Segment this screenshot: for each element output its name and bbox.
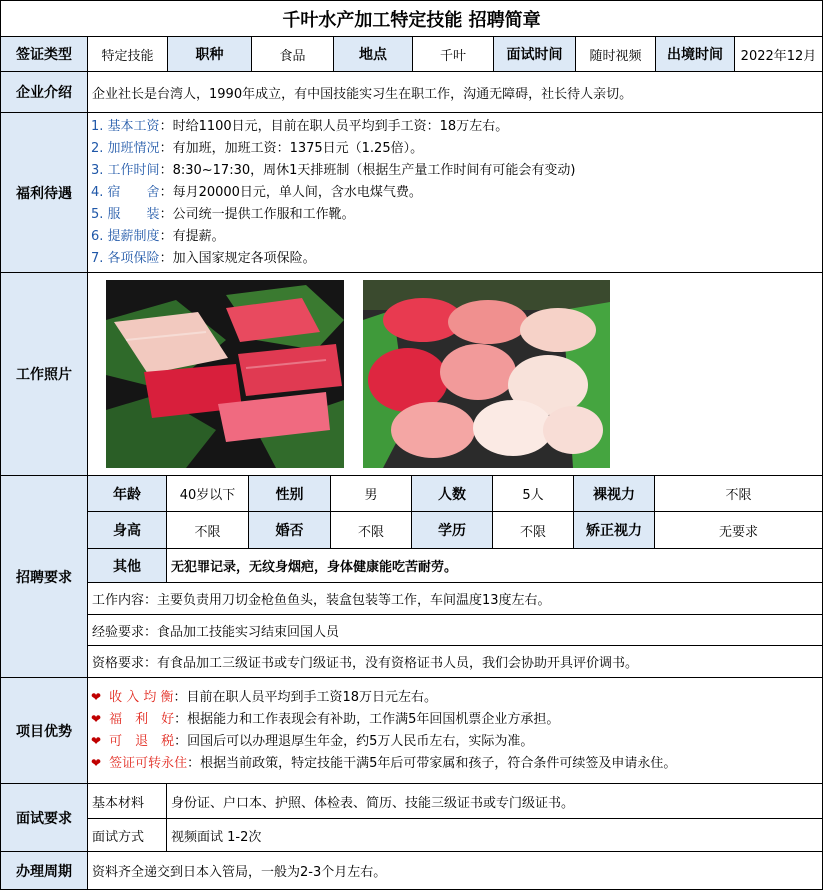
heart-icon: ❤: [91, 734, 102, 748]
advantage-item: ❤ 福 利 好：根据能力和工作表现会有补助，工作满5年回国机票企业方承担。: [91, 712, 560, 727]
other-value: 无犯罪记录，无纹身烟疤，身体健康能吃苦耐劳。: [167, 549, 822, 583]
heart-icon: ❤: [91, 756, 102, 770]
advantage-item: ❤ 收 入 均 衡：目前在职人员平均到手工资18万日元左右。: [91, 690, 438, 705]
advantages-list: [88, 678, 822, 784]
corrected-vision-value: 无要求: [655, 512, 822, 549]
materials-value: 身份证、户口本、护照、体检表、简历、技能三级证书或专门级证书。: [167, 784, 822, 819]
vision-value: 不限: [655, 476, 822, 512]
benefit-item: 1. 基本工资：时给1100日元，目前在职人员平均到手工资：18万左右。: [91, 119, 509, 134]
benefit-item: 3. 工作时间：8:30~17:30，周休1天排班制（根据生产量工作时间有可能会有变动): [91, 163, 576, 178]
location-label: 地点: [334, 37, 413, 72]
advantage-item: ❤ 可 退 税：回国后可以办理退厚生年金，约5万人民币左右，实际为准。: [91, 734, 534, 749]
visa-type-label: 签证类型: [1, 37, 88, 72]
method-label: 面试方式: [88, 819, 167, 852]
benefits-list: [88, 113, 822, 273]
benefit-item: 7. 各项保险：加入国家规定各项保险。: [91, 251, 316, 266]
processing-text: 资料齐全递交到日本入管局，一般为2-3个月左右。: [92, 865, 387, 880]
marriage-label: 婚否: [249, 512, 331, 549]
advantage-item: ❤ 签证可转永住：根据当前政策，特定技能干满5年后可带家属和孩子，符合条件可续签及申请永住。: [91, 756, 677, 771]
method-value: 视频面试 1-2次: [167, 819, 822, 852]
materials-label: 基本材料: [88, 784, 167, 819]
work-photos: [88, 273, 822, 476]
height-value: 不限: [167, 512, 249, 549]
education-value: 不限: [493, 512, 574, 549]
benefit-item: 2. 加班情况：有加班，加班工资：1375日元（1.25倍）。: [91, 141, 424, 156]
benefit-item: 5. 服 装：公司统一提供工作服和工作靴。: [91, 207, 355, 222]
heart-icon: ❤: [91, 690, 102, 704]
requirements-label: 招聘要求: [1, 476, 88, 678]
tuna-fillets-photo: [106, 280, 344, 468]
age-value: 40岁以下: [167, 476, 249, 512]
interview-time-value: 随时视频: [576, 37, 656, 72]
company-intro: 企业社长是台湾人，1990年成立，有中国技能实习生在职工作，沟通无障碍，社长待人亲切。: [88, 72, 822, 113]
experience-requirement: 经验要求：食品加工技能实习结束回国人员: [88, 615, 822, 646]
work-content: 工作内容：主要负责用刀切金枪鱼鱼头，装盒包装等工作，车间温度13度左右。: [88, 583, 822, 615]
benefit-item: 6. 提薪制度：有提薪。: [91, 229, 225, 244]
departure-value: 2022年12月: [735, 37, 822, 72]
job-value: 食品: [252, 37, 334, 72]
advantages-label: 项目优势: [1, 678, 88, 784]
company-label: 企业介绍: [1, 72, 88, 113]
benefits-label: 福利待遇: [1, 113, 88, 273]
gender-label: 性别: [249, 476, 331, 512]
count-label: 人数: [412, 476, 493, 512]
page-title: 千叶水产加工特定技能 招聘简章: [1, 1, 822, 37]
benefit-item: 4. 宿 舍：每月20000日元，单人间，含水电煤气费。: [91, 185, 422, 200]
visa-type-value: 特定技能: [88, 37, 168, 72]
age-label: 年龄: [88, 476, 167, 512]
interview-label: 面试要求: [1, 784, 88, 852]
corrected-vision-label: 矫正视力: [574, 512, 655, 549]
vision-label: 裸视力: [574, 476, 655, 512]
departure-label: 出境时间: [656, 37, 735, 72]
photos-label: 工作照片: [1, 273, 88, 476]
qualification-requirement: 资格要求：有食品加工三级证书或专门级证书，没有资格证书人员，我们会协助开具评价调书。: [88, 646, 822, 678]
job-label: 职种: [168, 37, 252, 72]
gender-value: 男: [331, 476, 412, 512]
height-label: 身高: [88, 512, 167, 549]
interview-time-label: 面试时间: [494, 37, 576, 72]
education-label: 学历: [412, 512, 493, 549]
marriage-value: 不限: [331, 512, 412, 549]
processing-label: 办理周期: [1, 852, 88, 889]
heart-icon: ❤: [91, 712, 102, 726]
other-label: 其他: [88, 549, 167, 583]
location-value: 千叶: [413, 37, 494, 72]
count-value: 5人: [493, 476, 574, 512]
sashimi-tray-photo: [363, 280, 610, 468]
